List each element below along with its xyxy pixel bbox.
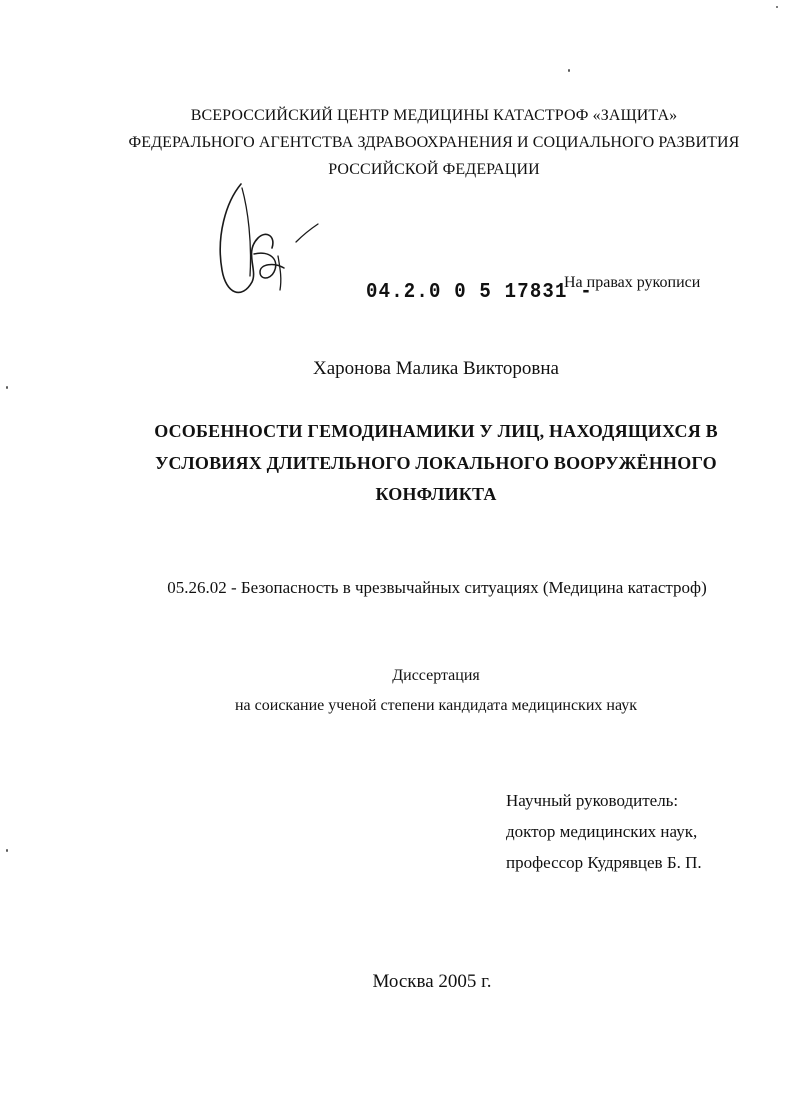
scan-speck	[6, 849, 8, 852]
organization-line-3: РОССИЙСКОЙ ФЕДЕРАЦИИ	[328, 161, 540, 178]
dissertation-type: Диссертация	[392, 667, 480, 684]
city-and-year: Москва 2005 г.	[372, 971, 492, 992]
manuscript-rights-label: На правах рукописи	[564, 274, 701, 291]
organization-line-1: ВСЕРОССИЙСКИЙ ЦЕНТР МЕДИЦИНЫ КАТАСТРОФ «ЗАЩИТА»	[190, 107, 678, 124]
author-name: Харонова Малика Викторовна	[313, 358, 559, 379]
thesis-title-line-1: ОСОБЕННОСТИ ГЕМОДИНАМИКИ У ЛИЦ, НАХОДЯЩИХСЯ В	[154, 421, 718, 441]
supervisor-name: профессор Кудрявцев Б. П.	[506, 853, 702, 872]
supervisor-degree: доктор медицинских наук,	[506, 822, 698, 841]
organization-line-2: ФЕДЕРАЛЬНОГО АГЕНТСТВА ЗДРАВООХРАНЕНИЯ И СОЦИАЛЬНОГО РАЗВИТИЯ	[128, 134, 740, 151]
scan-speck	[568, 69, 570, 72]
registration-stamp-number: 04.2.0 0 5 17831 -	[366, 279, 593, 304]
thesis-title-line-3: КОНФЛИКТА	[375, 484, 497, 504]
scan-speck	[6, 386, 8, 389]
supervisor-label: Научный руководитель:	[506, 791, 679, 810]
handwritten-signature	[214, 180, 326, 302]
speciality-code: 05.26.02 - Безопасность в чрезвычайных ситуациях (Медицина катастроф)	[167, 578, 707, 597]
scan-speck	[776, 6, 778, 8]
thesis-title-line-2: УСЛОВИЯХ ДЛИТЕЛЬНОГО ЛОКАЛЬНОГО ВООРУЖЁННОГО	[155, 453, 717, 473]
dissertation-purpose: на соискание ученой степени кандидата медицинских наук	[234, 697, 638, 714]
